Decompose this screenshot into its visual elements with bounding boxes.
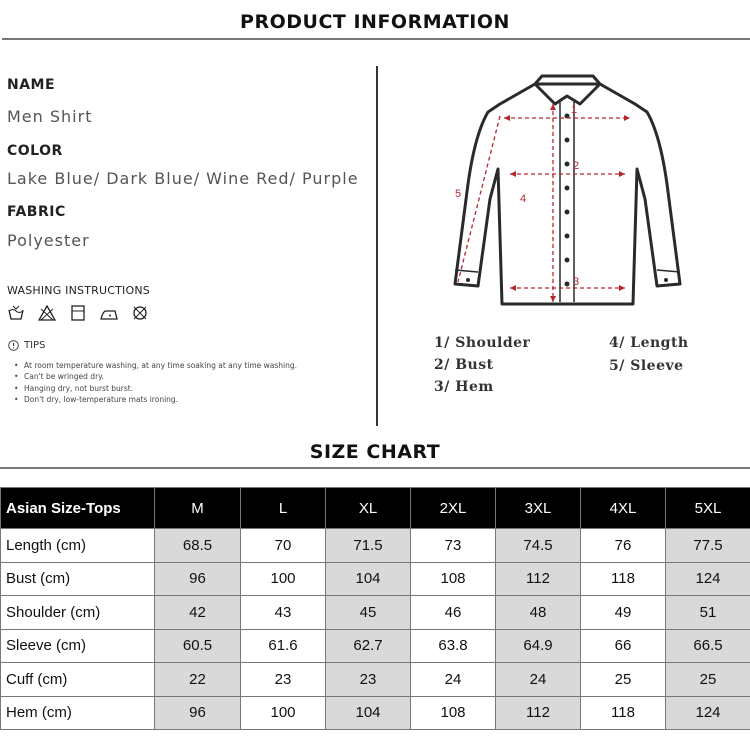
table-cell: 124	[666, 696, 750, 730]
table-cell: 23	[241, 663, 326, 697]
legend-sleeve: 5/ Sleeve	[609, 358, 684, 374]
table-cell: 124	[666, 562, 750, 596]
table-cell: 62.7	[326, 629, 411, 663]
table-cell: 48	[496, 596, 581, 630]
name-value: Men Shirt	[7, 107, 93, 126]
table-cell: 112	[496, 562, 581, 596]
table-cell: 24	[496, 663, 581, 697]
header-cell: 5XL	[666, 488, 750, 529]
measure-number-3: 3	[573, 276, 580, 288]
table-cell: 66.5	[666, 629, 750, 663]
section-divider	[376, 66, 378, 426]
table-row	[1, 663, 750, 697]
header-cell: XL	[326, 488, 411, 529]
washing-icons	[7, 305, 149, 321]
table-cell: Hem (cm)	[1, 696, 155, 730]
table-cell: 45	[326, 596, 411, 630]
tips-title: TIPS	[24, 340, 46, 351]
table-cell: 22	[155, 663, 241, 697]
measure-number-4: 4	[520, 193, 527, 205]
header-cell: 3XL	[496, 488, 581, 529]
table-row	[1, 596, 750, 630]
header-cell: L	[241, 488, 326, 529]
title-underline	[2, 38, 750, 40]
table-row	[1, 529, 750, 563]
fabric-label: FABRIC	[7, 204, 66, 220]
no-dry-clean-icon	[131, 305, 149, 321]
legend-bust: 2/ Bust	[434, 357, 494, 373]
table-cell: 49	[581, 596, 666, 630]
header-cell: 2XL	[411, 488, 496, 529]
legend-shoulder: 1/ Shoulder	[434, 335, 531, 351]
table-cell: 108	[411, 562, 496, 596]
measure-number-5: 5	[455, 188, 462, 200]
fabric-value: Polyester	[7, 231, 90, 250]
table-cell: 63.8	[411, 629, 496, 663]
table-cell: 23	[326, 663, 411, 697]
table-cell: 25	[581, 663, 666, 697]
table-cell: 43	[241, 596, 326, 630]
tip-item: • Hanging dry, not burst burst.	[12, 383, 297, 394]
size-chart-table	[0, 487, 750, 730]
name-label: NAME	[7, 77, 56, 93]
table-cell: 104	[326, 562, 411, 596]
table-cell: Sleeve (cm)	[1, 629, 155, 663]
table-cell: 73	[411, 529, 496, 563]
color-value: Lake Blue/ Dark Blue/ Wine Red/ Purple	[7, 169, 359, 188]
table-cell: 118	[581, 562, 666, 596]
measure-number-1: 1	[571, 104, 578, 116]
table-cell: 118	[581, 696, 666, 730]
tip-item: • Don't dry, low-temperature mats ironing.	[12, 394, 297, 405]
tip-item: • Can't be wringed dry.	[12, 371, 297, 382]
size-chart-title: SIZE CHART	[309, 441, 441, 463]
page-title: PRODUCT INFORMATION	[240, 11, 510, 33]
table-cell: 46	[411, 596, 496, 630]
legend-length: 4/ Length	[609, 335, 689, 351]
tip-item: • At room temperature washing, at any time soaking at any time washing.	[12, 360, 297, 371]
washing-instructions-title: WASHING INSTRUCTIONS	[7, 284, 150, 297]
table-cell: 76	[581, 529, 666, 563]
tumble-dry-icon	[69, 305, 87, 321]
tips-list	[12, 360, 297, 405]
table-row	[1, 629, 750, 663]
table-cell: Length (cm)	[1, 529, 155, 563]
no-bleach-icon	[38, 305, 56, 321]
table-cell: 25	[666, 663, 750, 697]
tips-header	[8, 340, 45, 351]
hand-wash-icon	[7, 305, 25, 321]
shirt-diagram	[430, 74, 700, 306]
table-cell: 66	[581, 629, 666, 663]
table-cell: 42	[155, 596, 241, 630]
table-row	[1, 562, 750, 596]
table-cell: Shoulder (cm)	[1, 596, 155, 630]
header-cell: M	[155, 488, 241, 529]
table-cell: 24	[411, 663, 496, 697]
table-cell: 96	[155, 696, 241, 730]
table-cell: 71.5	[326, 529, 411, 563]
table-cell: 104	[326, 696, 411, 730]
table-cell: 100	[241, 696, 326, 730]
legend-hem: 3/ Hem	[434, 379, 494, 395]
table-cell: 68.5	[155, 529, 241, 563]
header-cell: 4XL	[581, 488, 666, 529]
size-chart-underline	[0, 467, 750, 469]
table-cell: 51	[666, 596, 750, 630]
measure-number-2: 2	[573, 160, 580, 172]
table-cell: Bust (cm)	[1, 562, 155, 596]
table-cell: Cuff (cm)	[1, 663, 155, 697]
table-cell: 100	[241, 562, 326, 596]
table-cell: 64.9	[496, 629, 581, 663]
header-cell: Asian Size-Tops	[1, 488, 155, 529]
table-cell: 96	[155, 562, 241, 596]
color-label: COLOR	[7, 143, 63, 159]
low-iron-icon	[100, 305, 118, 321]
table-cell: 60.5	[155, 629, 241, 663]
table-cell: 77.5	[666, 529, 750, 563]
table-row	[1, 696, 750, 730]
table-cell: 70	[241, 529, 326, 563]
info-icon	[8, 340, 19, 351]
table-cell: 61.6	[241, 629, 326, 663]
table-header-row	[1, 488, 750, 529]
table-cell: 108	[411, 696, 496, 730]
table-cell: 112	[496, 696, 581, 730]
table-cell: 74.5	[496, 529, 581, 563]
